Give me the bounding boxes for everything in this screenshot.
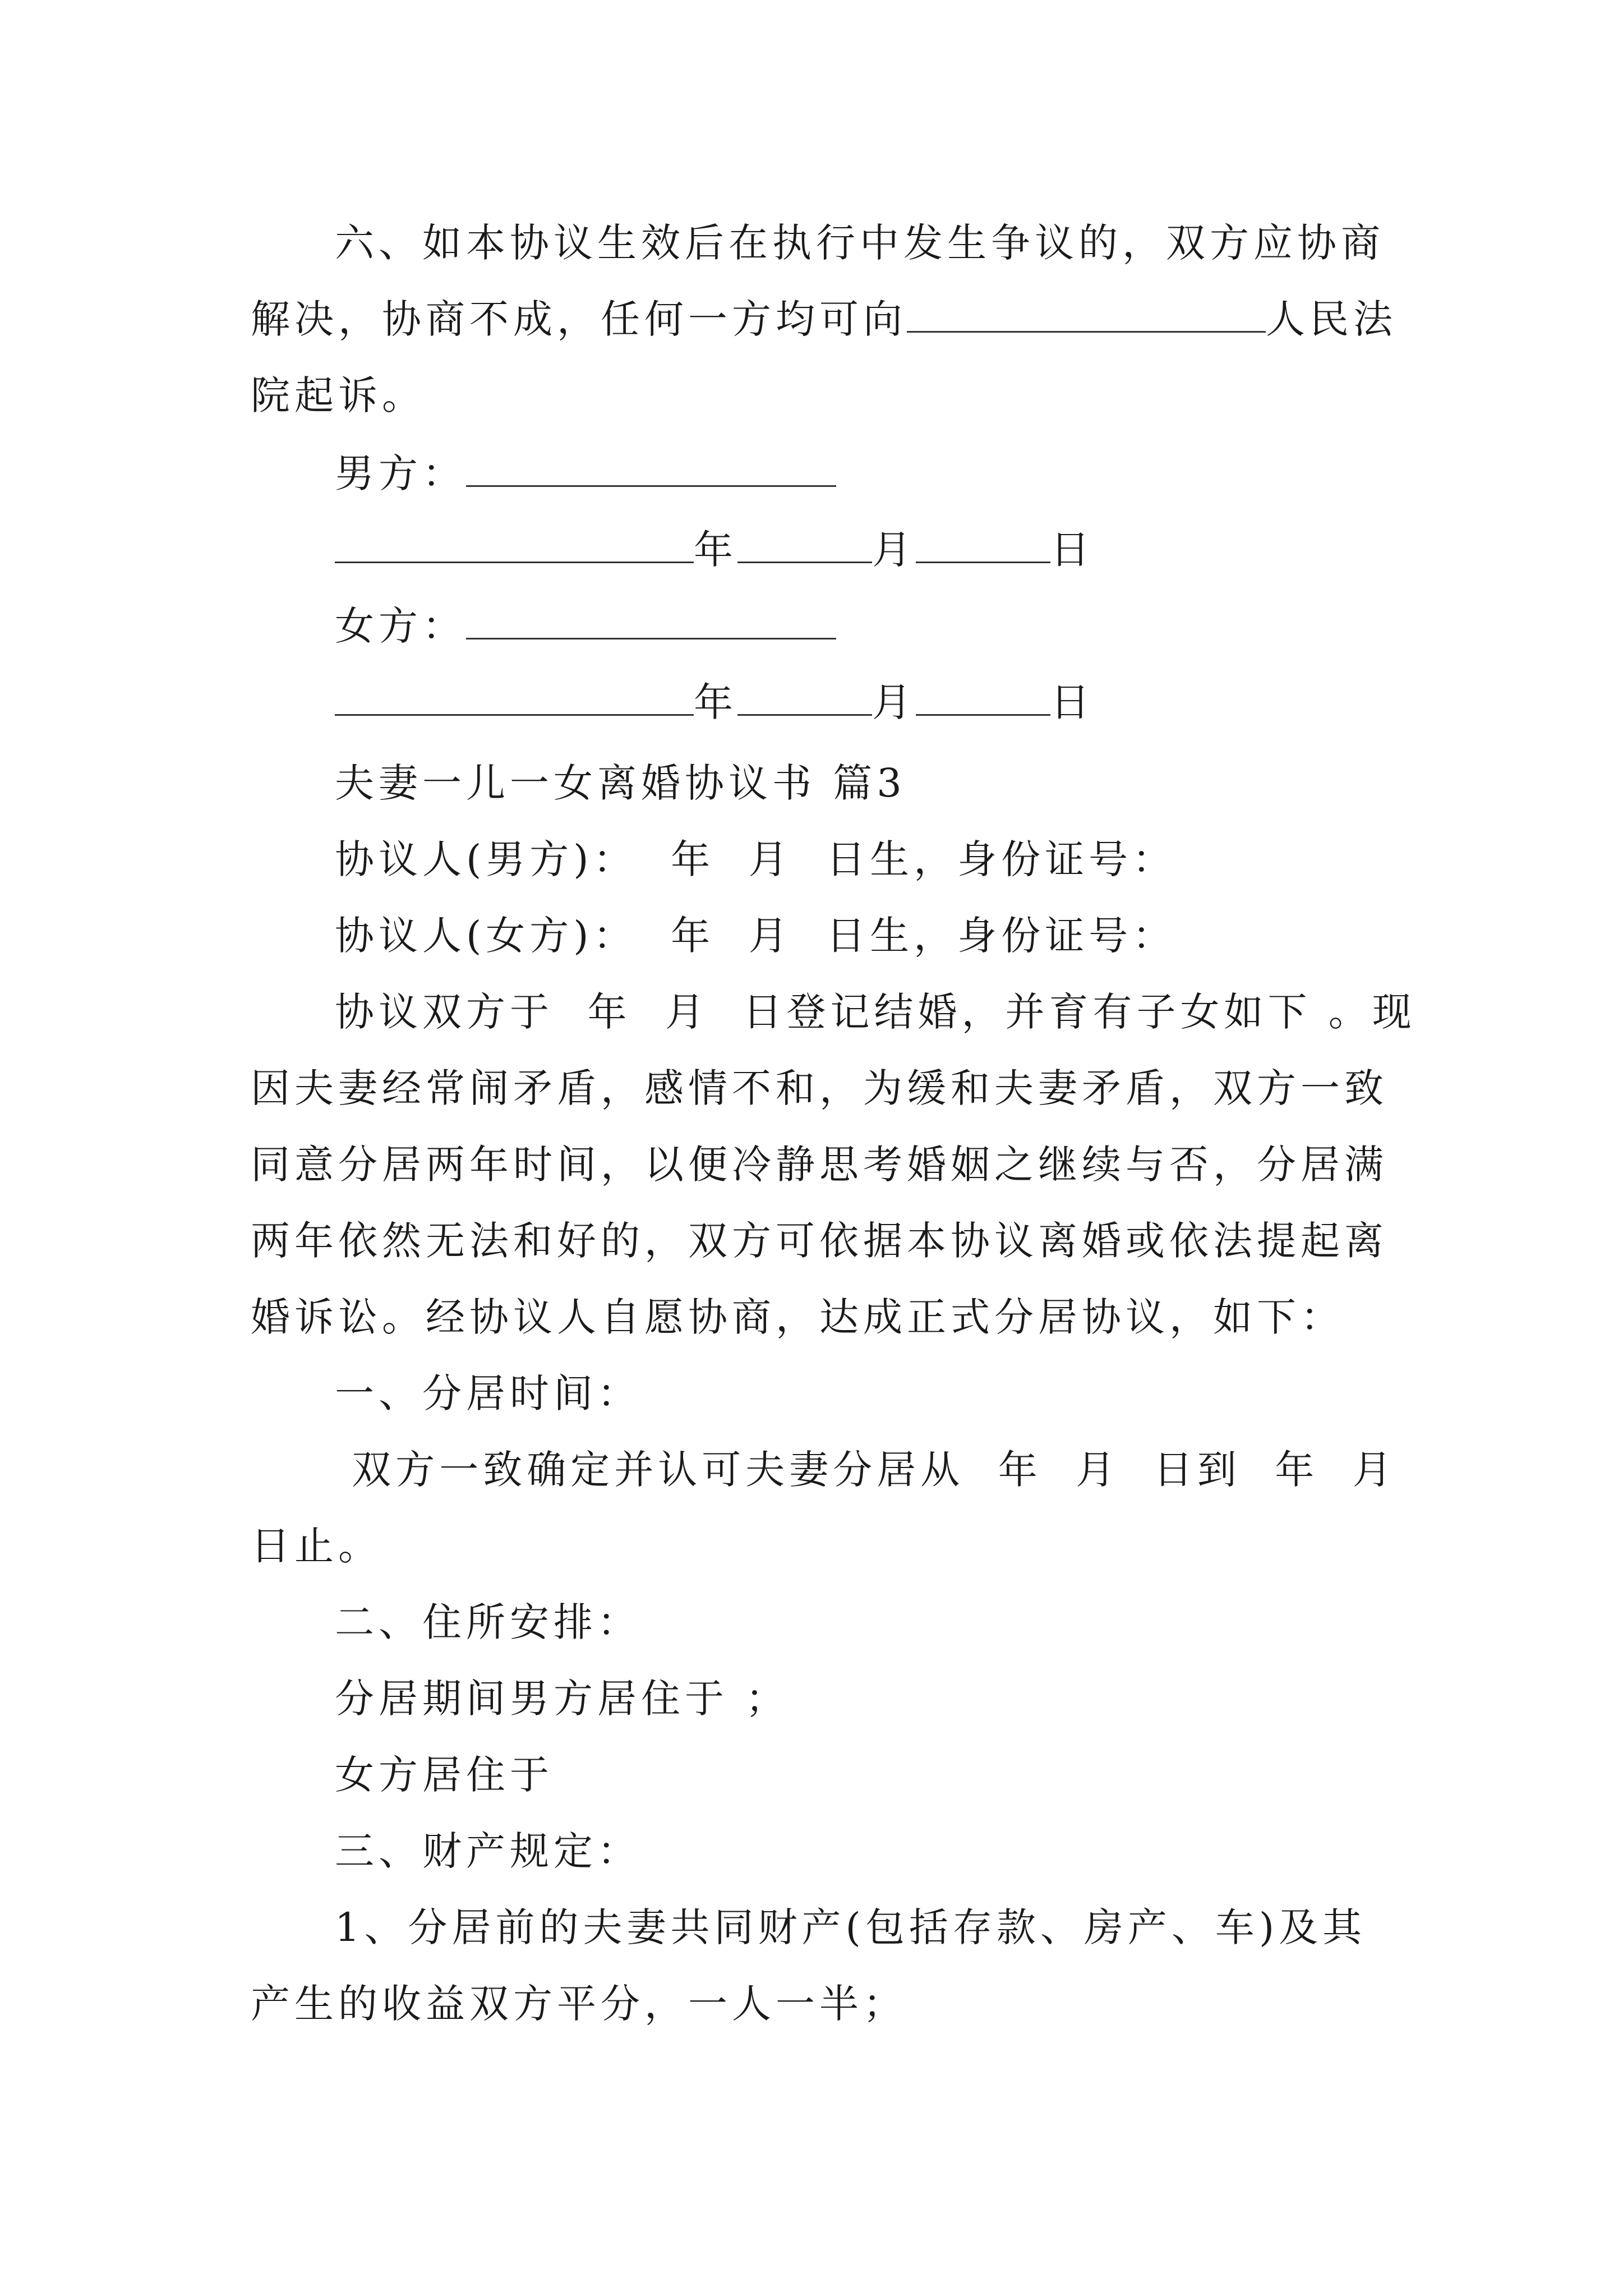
item-3-title: 三、财产规定： <box>335 1828 641 1874</box>
male-month-label: 月 <box>872 527 916 573</box>
signature-block <box>251 435 1389 740</box>
female-month-label: 月 <box>872 679 916 725</box>
female-signature-blank <box>466 593 836 639</box>
item-1-title: 一、分居时间： <box>335 1370 641 1416</box>
male-month-blank <box>737 517 872 563</box>
clause-6-line-2-prefix: 解决，协商不成，任何一方均可向 <box>251 296 907 342</box>
male-day-label: 日 <box>1050 527 1094 573</box>
clause-6-line-1: 六、如本协议生效后在执行中发生争议的，双方应协商 <box>335 220 1385 266</box>
clause-6-line-2 <box>251 281 1397 357</box>
female-date-line <box>251 664 1389 740</box>
male-signature-line <box>251 435 1389 512</box>
section-3 <box>251 745 1416 2042</box>
intro-line-4: 两年依然无法和好的，双方可依据本协议离婚或依法提起离 <box>251 1218 1388 1264</box>
party-female: 协议人(女方)： 年 月 日生，身份证号： <box>335 913 1177 959</box>
item-2-male: 分居期间男方居住于 ； <box>335 1676 790 1722</box>
intro-line-1: 协议双方于 年 月 日登记结婚，并育有子女如下 。现 <box>335 989 1416 1035</box>
male-year-label: 年 <box>694 527 737 573</box>
male-day-blank <box>916 517 1050 563</box>
female-day-blank <box>916 669 1050 716</box>
intro-line-5: 婚诉讼。经协议人自愿协商，达成正式分居协议，如下： <box>251 1294 1344 1340</box>
female-signature-label: 女方： <box>335 603 466 649</box>
intro-line-3: 同意分居两年时间，以便冷静思考婚姻之继续与否，分居满 <box>251 1142 1388 1188</box>
male-year-blank <box>335 517 694 563</box>
female-month-blank <box>737 669 872 716</box>
female-year-label: 年 <box>694 679 737 725</box>
clause-6-line-2-suffix: 人民法 <box>1266 296 1397 342</box>
item-2-title: 二、住所安排： <box>335 1599 641 1645</box>
section-3-title: 夫妻一儿一女离婚协议书 篇3 <box>335 760 906 806</box>
male-signature-label: 男方： <box>335 450 466 496</box>
item-2-female: 女方居住于 <box>335 1752 554 1798</box>
male-date-line <box>251 512 1389 588</box>
female-day-label: 日 <box>1050 679 1094 725</box>
item-3-1-line-2: 产生的收益双方平分，一人一半； <box>251 1981 907 2027</box>
clause-6 <box>251 205 1397 434</box>
female-signature-line <box>251 588 1389 664</box>
item-1-line-1: 双方一致确定并认可夫妻分居从 年 月 日到 年 月 <box>335 1447 1396 1493</box>
court-blank <box>907 286 1266 333</box>
male-signature-blank <box>466 440 836 487</box>
party-male: 协议人(男方)： 年 月 日生，身份证号： <box>335 836 1177 882</box>
female-year-blank <box>335 669 694 716</box>
item-1-line-2: 日止。 <box>251 1523 382 1569</box>
intro-line-2: 因夫妻经常闹矛盾，感情不和，为缓和夫妻矛盾，双方一致 <box>251 1065 1388 1111</box>
item-3-1-line-1: 1、分居前的夫妻共同财产(包括存款、房产、车)及其 <box>335 1904 1367 1950</box>
clause-6-line-3: 院起诉。 <box>251 372 426 418</box>
